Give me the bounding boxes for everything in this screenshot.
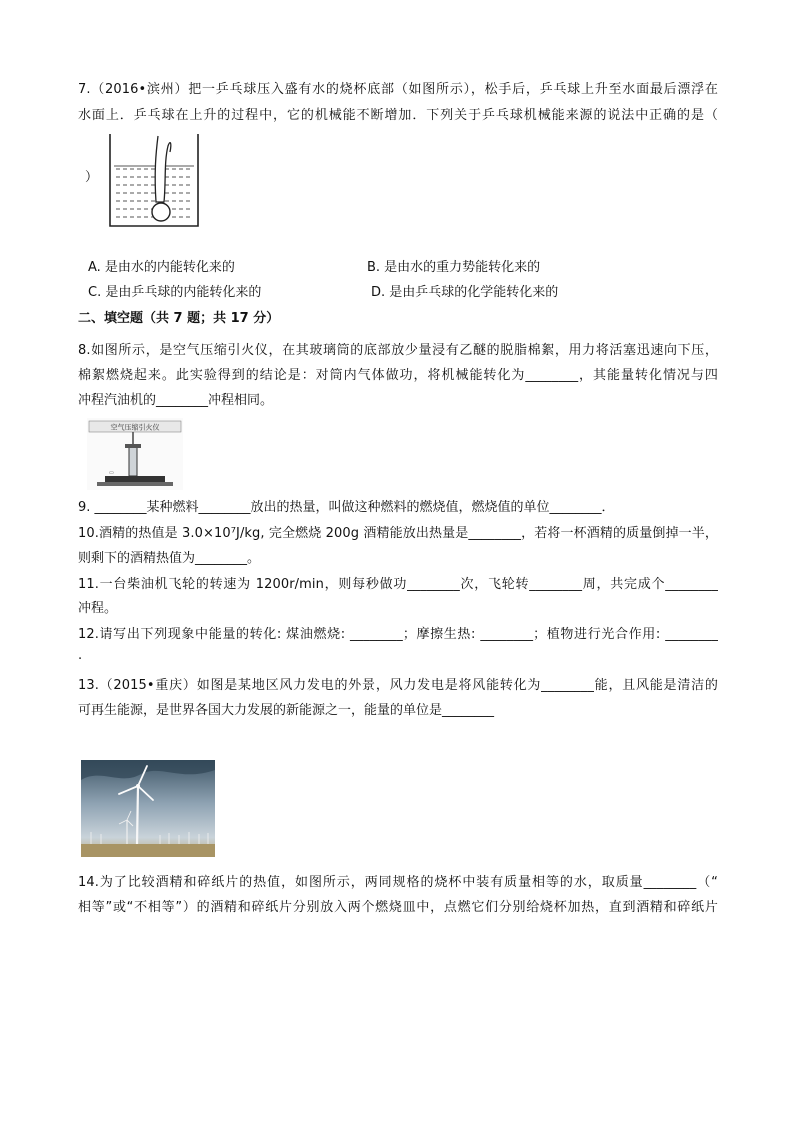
q12-line-2: . — [78, 648, 83, 663]
wind-turbine-photo — [81, 760, 215, 857]
air-compression-igniter-photo — [87, 418, 183, 490]
beaker-with-ball-icon — [106, 132, 202, 230]
q7-closing-paren: ） — [85, 170, 99, 185]
q7-line-2: 水面上．乒乓球在上升的过程中，它的机械能不断增加．下列关于乒乓球机械能来源的说法中正确的是（ — [78, 108, 718, 123]
q13-line-2: 可再生能源，是世界各国大力发展的新能源之一，能量的单位是________ — [78, 703, 495, 718]
q11-line-2: 冲程。 — [78, 601, 118, 616]
q10-line-2: 则剩下的酒精热值为________。 — [78, 551, 261, 566]
q7-option-d: D. 是由乒乓球的化学能转化来的 — [371, 285, 559, 300]
q8-line-1: 8.如图所示，是空气压缩引火仪，在其玻璃筒的底部放少量浸有乙醚的脱脂棉絮，用力将活塞迅速向下压， — [78, 343, 718, 358]
q14-line-2: 相等”或“不相等”）的酒精和碎纸片分别放入两个燃烧皿中，点燃它们分别给烧杯加热，直到酒精和碎纸片 — [78, 900, 718, 915]
q8-line-3: 冲程汽油机的________冲程相同。 — [78, 393, 274, 408]
q14-line-1: 14.为了比较酒精和碎纸片的热值，如图所示，两同规格的烧杯中装有质量相等的水，取质量________（“ — [78, 875, 718, 890]
svg-text:▭: ▭ — [109, 470, 114, 476]
q9-text: 9. ________某种燃料________放出的热量，叫做这种燃料的燃烧值，燃烧值的单位________． — [78, 500, 615, 515]
q8-line-2: 棉絮燃烧起来。此实验得到的结论是：对筒内气体做功，将机械能转化为________，其能量转化情况与四 — [78, 368, 718, 383]
q7-option-a: A. 是由水的内能转化来的 — [88, 260, 235, 275]
q12-line-1: 12.请写出下列现象中能量的转化: 煤油燃烧: ________；摩擦生热: ________；植物进行光合作用: ________ — [78, 627, 718, 642]
q13-line-1: 13.（2015•重庆）如图是某地区风力发电的外景，风力发电是将风能转化为________能，且风能是清洁的 — [78, 678, 718, 693]
q7-option-c: C. 是由乒乓球的内能转化来的 — [88, 285, 262, 300]
q7-option-b: B. 是由水的重力势能转化来的 — [367, 260, 541, 275]
q7-line-1: 7.（2016•滨州）把一乒乓球压入盛有水的烧杯底部（如图所示），松手后，乒乓球上升至水面最后漂浮在 — [78, 82, 718, 97]
q11-line-1: 11.一台柴油机飞轮的转速为 1200r/min，则每秒做功________次，飞轮转________周，共完成个________ — [78, 577, 718, 592]
q10-line-1: 10.酒精的热值是 3.0×10⁷J/kg, 完全燃烧 200g 酒精能放出热量是________，若将一杯酒精的质量倒掉一半， — [78, 526, 718, 541]
apparatus-label: 空气压缩引火仪 — [110, 423, 160, 432]
section-heading-fill-in: 二、填空题（共 7 题；共 17 分） — [78, 311, 280, 326]
